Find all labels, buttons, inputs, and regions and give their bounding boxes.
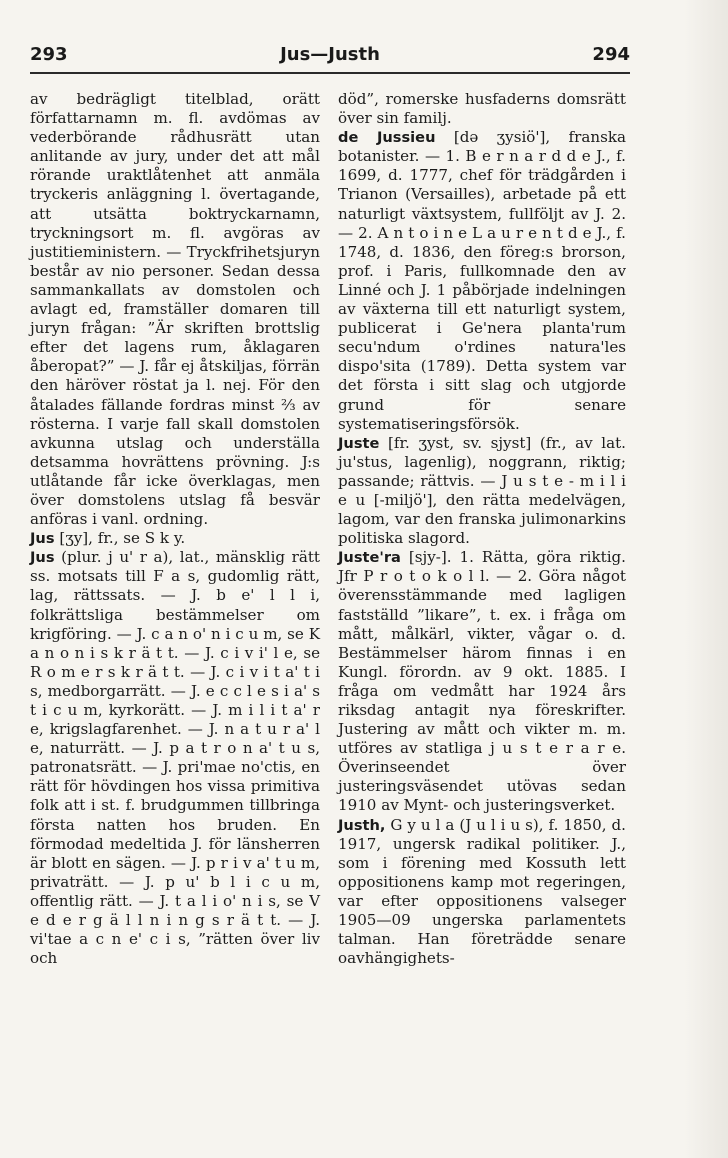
entry-headword: Juste <box>338 434 380 452</box>
continuation-text: av bedrägligt titelblad, orätt författarnamn m. fl. avdömas av vederbörande rådhusrätt utan anlitande av jury, under det att mål rörande uraktlåtenhet att anmäla tryckeris anläggning l. övertagande, att utsätta boktryckarnamn, tryckningsort m. fl. avgöras av justitieministern. — Tryckfrihetsjuryn består av nio personer. Sedan dessa sammankallats av domstolen och avlagt ed, framställer domaren till juryn frågan: ”Är skriften brottslig efter det lagens rum, åklagaren åberopat?” — J. får ej åtskiljas, förrän den häröver röstat ja l. nej. För den åtalades fällande fordras minst ⅔ av rösterna. I varje fall skall domstolen avkunna utslag och underställa detsamma hovrättens prövning. J:s utlåtande får icke överklagas, men över domstolens utslag få besvär anföras i vanl. ordning. <box>30 90 320 529</box>
entry-body: G y u l a (J u l i u s), f. 1850, d. 1917, ungersk radikal politiker. J., som i förening med Kossuth lett oppositionens kamp mot regeringen, var efter oppositionens valseger 1905—09 ungerska parlamentets talman. Han företrädde senare oavhängighets- <box>338 815 626 968</box>
entry-body: [fr. ʒyst, sv. sjyst] (fr., av lat. ju'stus, lagenlig), noggrann, riktig; passande; rättvis. — J u s t e - m i l i e u [-miljö'], den rätta medelvägen, lagom, var den franska julimonarkins politiska slagord. <box>338 433 626 548</box>
running-head <box>30 44 630 70</box>
dictionary-entry <box>338 128 626 434</box>
page-edge-shadow <box>684 0 728 1158</box>
dictionary-entry <box>338 816 626 969</box>
entry-body: [ʒy], fr., se S k y. <box>59 529 186 548</box>
right-column <box>338 90 626 968</box>
entry-body: [sjy-]. 1. Rätta, göra riktig. Jfr P r o t o k o l l. — 2. Göra något överensstämmande med lagligen fastställd ”likare”, t. ex. i fråga om mått, målkärl, vikter, vågar o. d. Bestämmelser härom finnas i en Kungl. förordn. av 9 okt. 1885. I fråga om vedmått har 1924 års riksdag antagit nya föreskrifter. Justering av mått och vikter m. m. utföres av statliga j u s t e r a r e. Överinseendet över justeringsväsendet utövas sedan 1910 av Mynt- och justeringsverket. <box>338 548 626 815</box>
guide-words: Jus—Justh <box>280 44 380 65</box>
page-number-left: 293 <box>30 44 68 65</box>
dictionary-entry <box>338 548 626 815</box>
entry-headword: Justh, <box>338 816 386 834</box>
page-number-right: 294 <box>592 44 630 65</box>
entry-headword: Juste'ra <box>338 549 401 567</box>
dictionary-entry <box>30 548 320 968</box>
left-column <box>30 90 320 968</box>
entry-body: [də ʒysiö'], franska botanister. — 1. B e r n a r d d e J., f. 1699, d. 1777, chef för trädgården i Trianon (Versailles), arbetade på ett naturligt växtsystem, fullföljt av J. 2. — 2. A n t o i n e L a u r e n t d e J., f. 1748, d. 1836, den föreg:s brorson, prof. i Paris, fullkomnade den av Linné och J. 1 påbörjade indelningen av växterna till ett naturligt system, publicerat i Ge'nera planta'rum secu'ndum o'rdines natura'les dispo'sita (1789). Detta system var det första i sitt slag och utgjorde grund för senare systematiseringsförsök. <box>338 128 626 433</box>
entry-body: (plur. j u' r a), lat., mänsklig rätt ss. motsats till F a s, gudomlig rätt, lag, rättssats. — J. b e' l l i, folkrättsliga bestämmelser om krigföring. — J. c a n o' n i c u m, se K a n o n i s k r ä t t. — J. c i v i' l e, se R o m e r s k r ä t t. — J. c i v i t a' t i s, medborgarrätt. — J. e c c l e s i a' s t i c u m, kyrkorätt. — J. m i l i t a' r e, krigslagfarenhet. — J. n a t u r a' l e, naturrätt. — J. p a t r o n a' t u s, patronatsrätt. — J. pri'mae no'ctis, en rätt för hövdingen hos vissa primitiva folk att i st. f. brudgummen tillbringa första natten hos bruden. En förmodad medeltida J. för länsherren är blott en sägen. — J. p r i v a' t u m, privaträtt. — J. p u' b l i c u m, offentlig rätt. — J. t a l i o' n i s, se V e d e r g ä l l n i n g s r ä t t. — J. vi'tae a c n e' c i s, ”rätten över liv och <box>30 548 320 968</box>
entry-headword: de Jussieu <box>338 129 436 147</box>
entry-headword: Jus <box>30 530 55 548</box>
header-rule <box>30 72 630 74</box>
continuation-text: död”, romerske husfaderns domsrätt över sin familj. <box>338 90 626 128</box>
dictionary-entry <box>30 529 320 548</box>
dictionary-entry <box>338 434 626 549</box>
entry-headword: Jus <box>30 549 55 567</box>
